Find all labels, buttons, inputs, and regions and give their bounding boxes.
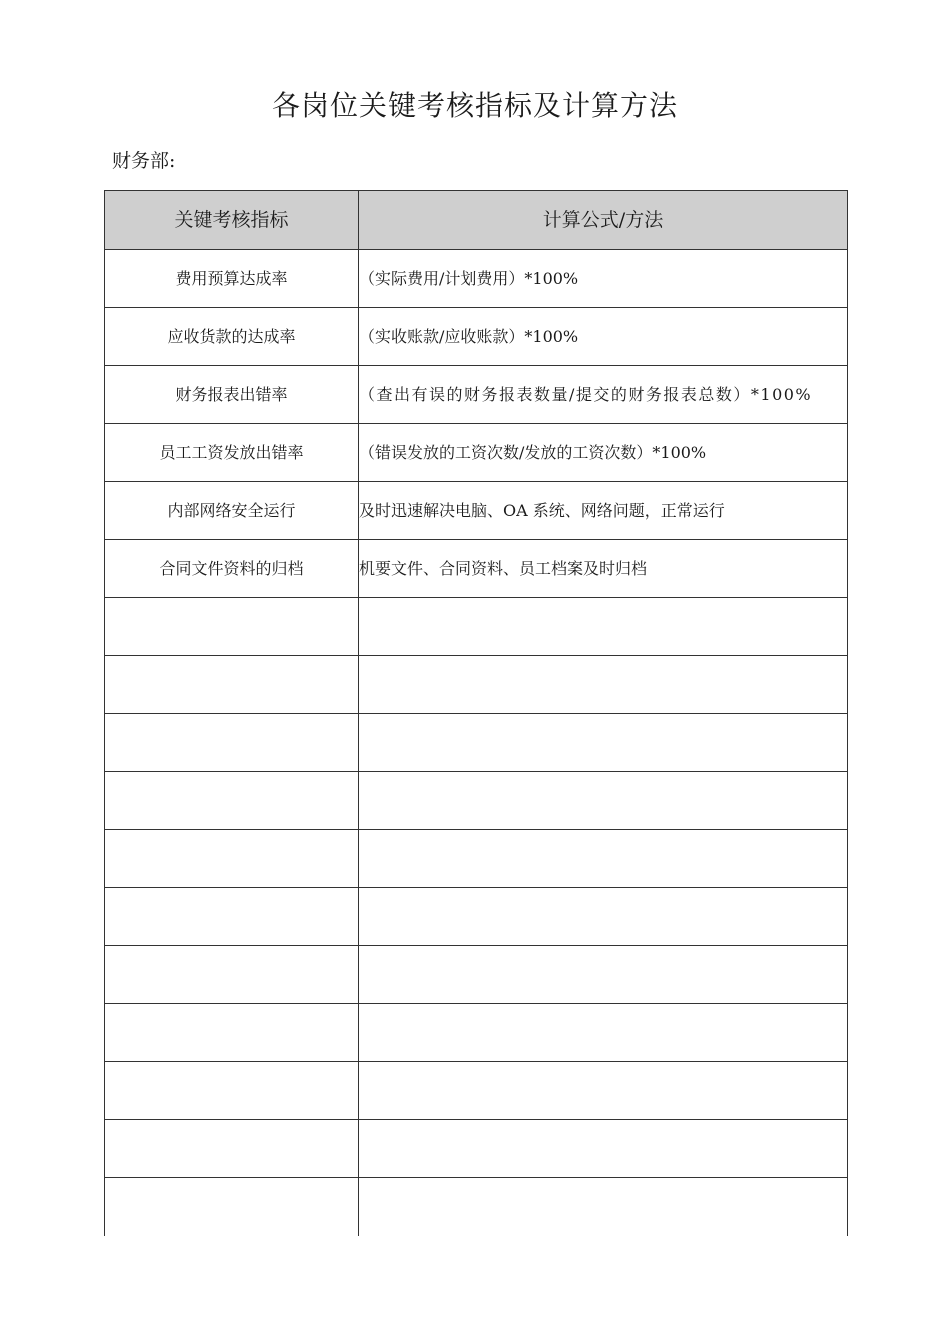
empty-table-row bbox=[105, 1062, 848, 1120]
method-cell: （实际费用/计划费用）*100% bbox=[359, 250, 848, 308]
empty-table-row bbox=[105, 598, 848, 656]
table-row bbox=[105, 366, 848, 424]
empty-indicator-cell bbox=[105, 772, 359, 830]
empty-indicator-cell bbox=[105, 1062, 359, 1120]
empty-indicator-cell bbox=[105, 656, 359, 714]
empty-method-cell bbox=[359, 888, 848, 946]
empty-indicator-cell bbox=[105, 598, 359, 656]
page-title: 各岗位关键考核指标及计算方法 bbox=[271, 89, 678, 122]
indicator-cell: 合同文件资料的归档 bbox=[105, 540, 359, 598]
empty-method-cell bbox=[359, 1004, 848, 1062]
empty-indicator-cell bbox=[105, 1178, 359, 1237]
empty-method-cell bbox=[359, 1062, 848, 1120]
empty-indicator-cell bbox=[105, 888, 359, 946]
empty-method-cell bbox=[359, 1178, 848, 1237]
header-method: 计算公式/方法 bbox=[359, 191, 848, 250]
empty-table-row bbox=[105, 1178, 848, 1237]
indicator-cell: 应收货款的达成率 bbox=[105, 308, 359, 366]
empty-indicator-cell bbox=[105, 714, 359, 772]
indicator-cell: 员工工资发放出错率 bbox=[105, 424, 359, 482]
department-label: 财务部: bbox=[112, 150, 176, 172]
empty-method-cell bbox=[359, 772, 848, 830]
table-header-row bbox=[105, 191, 848, 250]
empty-method-cell bbox=[359, 830, 848, 888]
empty-indicator-cell bbox=[105, 946, 359, 1004]
method-cell: （错误发放的工资次数/发放的工资次数）*100% bbox=[359, 424, 848, 482]
empty-method-cell bbox=[359, 598, 848, 656]
indicator-cell: 费用预算达成率 bbox=[105, 250, 359, 308]
method-cell: （实收账款/应收账款）*100% bbox=[359, 308, 848, 366]
table-row bbox=[105, 308, 848, 366]
empty-indicator-cell bbox=[105, 830, 359, 888]
method-cell: 机要文件、合同资料、员工档案及时归档 bbox=[359, 540, 848, 598]
empty-method-cell bbox=[359, 714, 848, 772]
indicator-cell: 内部网络安全运行 bbox=[105, 482, 359, 540]
empty-indicator-cell bbox=[105, 1004, 359, 1062]
kpi-table bbox=[104, 190, 848, 1236]
empty-method-cell bbox=[359, 656, 848, 714]
empty-table-row bbox=[105, 888, 848, 946]
empty-table-row bbox=[105, 946, 848, 1004]
empty-method-cell bbox=[359, 946, 848, 1004]
empty-table-row bbox=[105, 656, 848, 714]
empty-table-row bbox=[105, 1120, 848, 1178]
empty-table-row bbox=[105, 772, 848, 830]
table-row bbox=[105, 250, 848, 308]
empty-indicator-cell bbox=[105, 1120, 359, 1178]
empty-table-row bbox=[105, 830, 848, 888]
empty-table-row bbox=[105, 1004, 848, 1062]
method-cell: 及时迅速解决电脑、OA 系统、网络问题，正常运行 bbox=[359, 482, 848, 540]
empty-table-row bbox=[105, 714, 848, 772]
indicator-cell: 财务报表出错率 bbox=[105, 366, 359, 424]
table-row bbox=[105, 424, 848, 482]
header-indicator: 关键考核指标 bbox=[105, 191, 359, 250]
table-row bbox=[105, 482, 848, 540]
empty-method-cell bbox=[359, 1120, 848, 1178]
table-row bbox=[105, 540, 848, 598]
method-cell: （查出有误的财务报表数量/提交的财务报表总数）*100% bbox=[359, 366, 848, 424]
